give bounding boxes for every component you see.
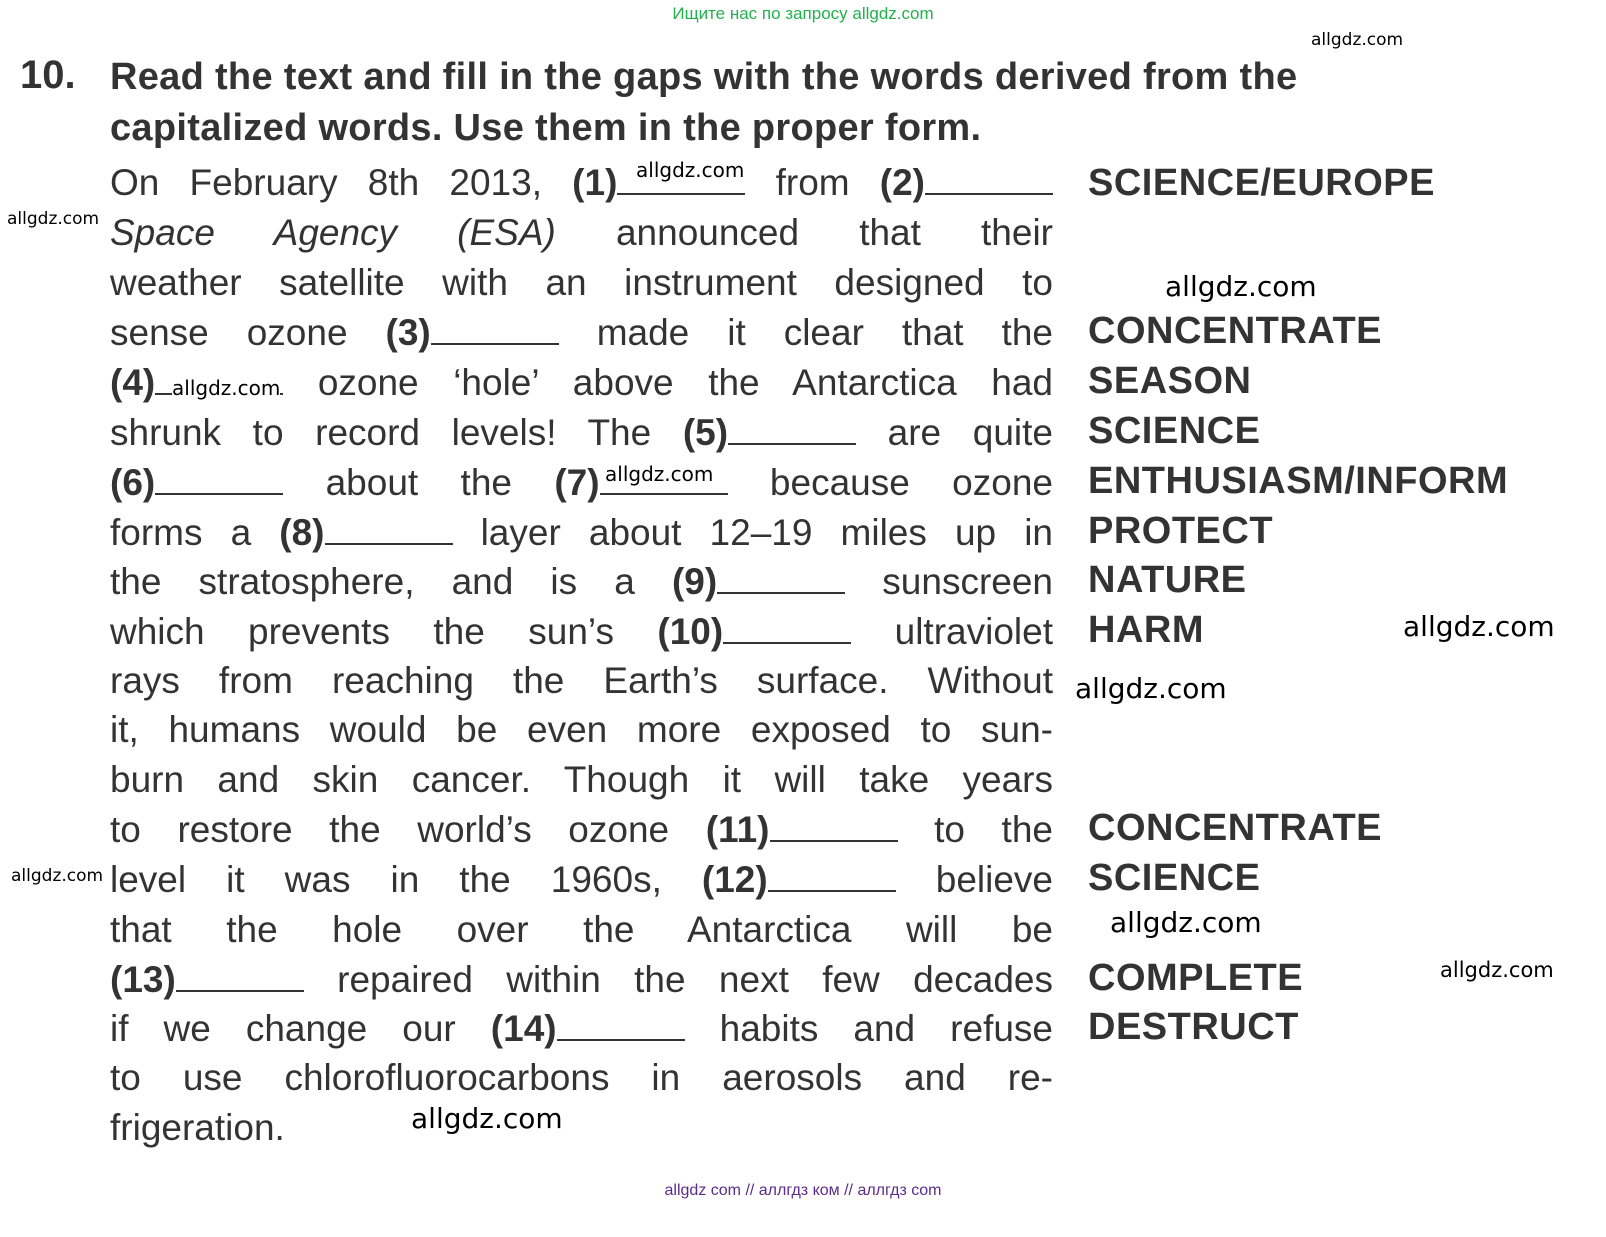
gap-blank xyxy=(728,413,856,445)
gap-number: (1) xyxy=(572,162,618,203)
text-line: to restore the world’s ozone (11) to the xyxy=(110,809,1053,850)
keyword: ENTHUSIASM/INFORM xyxy=(1088,460,1509,502)
gap-number: (13) xyxy=(110,959,176,1000)
gap-number: (12) xyxy=(701,859,768,900)
text-line: which prevents the sun’s (10) ultraviolet xyxy=(110,611,1053,652)
gap-blank xyxy=(717,562,845,594)
watermark: allgdz.com xyxy=(7,209,100,229)
gap-blank xyxy=(431,313,559,345)
footer-note: allgdz com // аллгдз ком // аллгдз com xyxy=(664,1182,942,1199)
keyword: SEASON xyxy=(1088,360,1252,402)
text-line: level it was in the 1960s, (12) believe xyxy=(110,859,1053,900)
keyword: SCIENCE/EUROPE xyxy=(1088,162,1435,204)
text-line: (4) ozone ‘hole’ above the Antarctica had xyxy=(110,362,1053,403)
gap-blank xyxy=(176,960,304,992)
keyword: PROTECT xyxy=(1088,510,1274,552)
keyword: CONCENTRATE xyxy=(1088,807,1383,849)
gap-blank xyxy=(325,513,453,545)
text-line: On February 8th 2013, (1) from (2) xyxy=(110,158,1053,208)
watermark: allgdz.com xyxy=(636,158,745,182)
watermark: allgdz.com xyxy=(1110,906,1262,939)
text-line: shrunk to record levels! The (5) are quite xyxy=(110,412,1053,453)
watermark: allgdz.com xyxy=(1075,672,1227,705)
gap-blank xyxy=(155,463,283,495)
gap-number: (11) xyxy=(705,809,770,850)
text-line: forms a (8) layer about 12–19 miles up in xyxy=(110,512,1053,553)
keyword: DESTRUCT xyxy=(1088,1006,1299,1048)
gap-blank xyxy=(768,860,896,892)
gap-blank xyxy=(723,612,851,644)
keyword: SCIENCE xyxy=(1088,857,1261,899)
text-line: it, humans would be even more exposed to sun- xyxy=(110,709,1053,750)
text-line: (13) repaired within the next few decades xyxy=(110,959,1053,1000)
watermark: allgdz.com xyxy=(11,866,104,886)
gap-number: (14) xyxy=(490,1008,557,1049)
text-line: if we change our (14) habits and refuse xyxy=(110,1008,1053,1049)
text-line: that the hole over the Antarctica will be xyxy=(110,909,1053,950)
gap-number: (3) xyxy=(385,312,431,353)
task-title-line-1: Read the text and fill in the gaps with the words derived from the xyxy=(110,56,1298,98)
gap-number: (2) xyxy=(879,162,926,203)
task-number: 10. xyxy=(20,53,76,97)
keyword: HARM xyxy=(1088,609,1204,651)
gap-blank xyxy=(770,810,898,842)
gap-blank xyxy=(925,163,1053,195)
text-line: to use chlorofluorocarbons in aerosols and re- xyxy=(110,1057,1053,1098)
gap-number: (8) xyxy=(279,512,325,553)
watermark: allgdz.com xyxy=(1311,30,1404,50)
search-hint: Ищите нас по запросу allgdz.com xyxy=(672,4,934,23)
gap-number: (4) xyxy=(110,362,156,403)
gap-number: (10) xyxy=(657,611,724,652)
gap-number: (5) xyxy=(682,412,729,453)
gap-number: (7) xyxy=(554,462,600,503)
text-line: the stratosphere, and is a (9) sunscreen xyxy=(110,561,1054,602)
gap-blank xyxy=(557,1009,685,1041)
keyword: SCIENCE xyxy=(1088,410,1261,452)
gap-number: (9) xyxy=(671,561,718,602)
task-instructions xyxy=(110,52,1560,154)
watermark: allgdz.com xyxy=(605,462,714,486)
watermark: allgdz.com xyxy=(1403,610,1555,643)
keyword: CONCENTRATE xyxy=(1088,310,1383,352)
text-line: frigeration. xyxy=(110,1107,285,1148)
text-line: weather satellite with an instrument designed to xyxy=(110,262,1053,303)
gap-number: (6) xyxy=(110,462,156,503)
watermark: allgdz.com xyxy=(411,1102,563,1135)
text-line: sense ozone (3) made it clear that the xyxy=(110,312,1053,353)
text-line: Space Agency (ESA) announced that their xyxy=(110,212,1053,253)
keyword: NATURE xyxy=(1088,559,1247,601)
watermark: allgdz.com xyxy=(172,376,281,400)
text-line: burn and skin cancer. Though it will take years xyxy=(110,759,1053,800)
keyword: COMPLETE xyxy=(1088,957,1304,999)
watermark: allgdz.com xyxy=(1440,958,1554,982)
task-title-line-2: capitalized words. Use them in the proper form. xyxy=(110,107,982,149)
text-line: rays from reaching the Earth’s surface. Without xyxy=(110,660,1053,701)
text-line: (6) about the (7) because ozone xyxy=(110,462,1053,503)
watermark: allgdz.com xyxy=(1165,270,1317,303)
